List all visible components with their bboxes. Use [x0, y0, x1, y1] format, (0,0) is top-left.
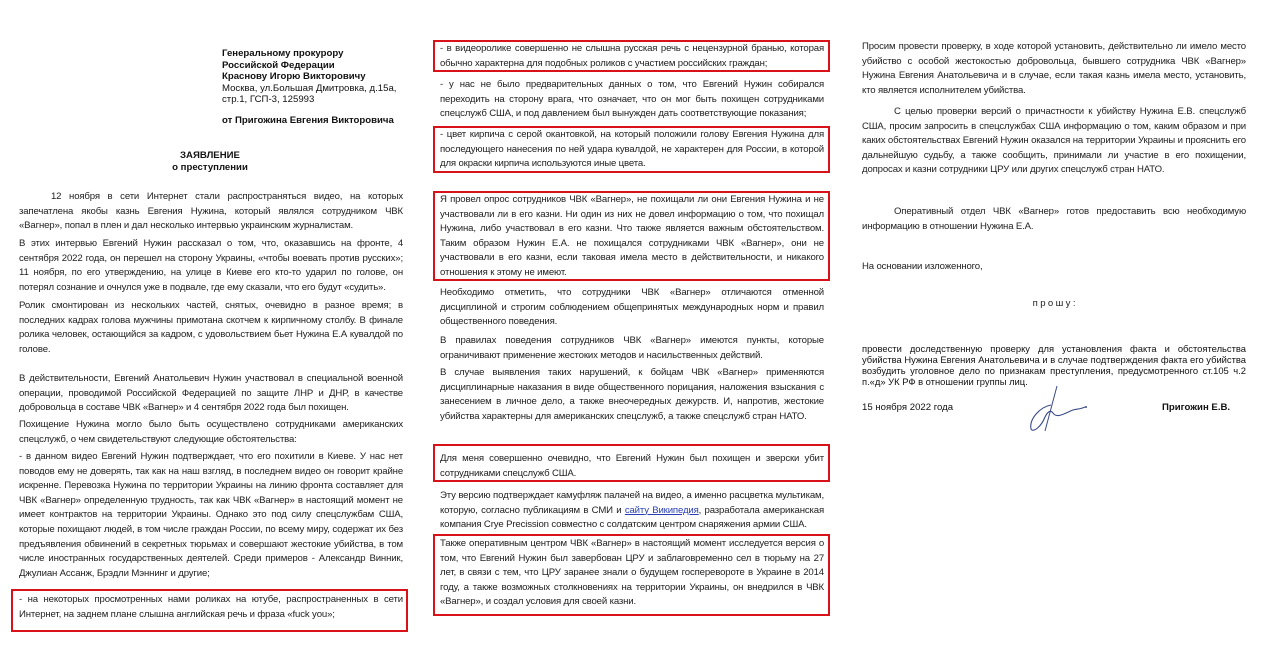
addressee-address: Москва, ул.Большая Дмитровка, д.15а,	[222, 82, 397, 94]
wikipedia-link[interactable]: сайту Википедия	[624, 504, 699, 516]
paragraph: В правилах поведения сотрудников ЧВК «Вагнер» имеются пункты, которые ограничивают применение жестоких методов и насильственных действий.	[440, 335, 824, 361]
highlighted-paragraph: Для меня совершенно очевидно, что Евгений Нужин был похищен и зверски убит сотрудниками спецслужб США.	[440, 453, 824, 479]
paragraph: Необходимо отметить, что сотрудники ЧВК «Вагнер» отличаются отменной дисциплиной и строгим соблюдением общепринятых международных норм и правил общественного поведения.	[440, 287, 824, 328]
paragraph-text: Эту версию подтверждает камуфляж палачей на видео, а именно расцветка мультикам, которую, согласно публикациям в СМИ и	[440, 490, 824, 516]
addressee-block	[222, 48, 422, 126]
paragraph-text: , разработала американская компания Crye Precission совместно с солдатским центром снаряжения армии США.	[440, 504, 824, 531]
addressee-line: Генеральному прокурору	[222, 48, 344, 59]
title-text: ЗАЯВЛЕНИЕ	[180, 150, 240, 161]
highlighted-paragraph: - цвет кирпича с серой окантовкой, на который положили голову Евгения Нужина для последующего нанесения по ней удара кувалдой, не характерен для России, в которой для окраски кирпича используются иные цвета.	[440, 129, 824, 170]
paragraph: Похищение Нужина могло было быть осуществлено сотрудниками американских спецслужб, о чем свидетельствуют следующие обстоятельства:	[19, 419, 403, 445]
paragraph: - в данном видео Евгений Нужин подтверждает, что его похитили в Киеве. У нас нет поводов ему не доверять, так как на наш взгляд, в последнем видео он говорит крайне искренне. Перевозка Нужина по территории Украины на линию фронта составляет для ЧВК «Вагнер» определенную трудность, так как ЧВК «Вагнер» в настоящий момент не имеет контрактов на территории Украины. Однако это под силу спецслужбам США, которые похищают людей, в том числе граждан России, по всему миру, содержат их без предъявления обвинений в секретных тюрьмах и совершают жестокие убийства, в том числе иностранных государственных деятелей. Среди примеров - Александр Винник, Джулиан Ассанж, Брэдли Мэннинг и другие;	[19, 451, 403, 579]
subtitle-text: о преступлении	[172, 161, 248, 173]
paragraph: Оперативный отдел ЧВК «Вагнер» готов предоставить всю необходимую информацию в отношении Нужина Е.А.	[862, 206, 1246, 232]
paragraph	[440, 489, 824, 533]
paragraph: С целью проверки версий о причастности к убийству Нужина Е.В. спецслужб США, просим запросить в спецслужбах США информацию о том, каким образом и при каких обстоятельствах Евгений Нужин оказался на территории Украины и прояснить его дальнейшую судьбу, а также сообщить, принимали ли участие в его похищении, допросах и казни сотрудники ЦРУ или других спецслужб стран НАТО.	[862, 106, 1246, 176]
highlighted-paragraph: Я провел опрос сотрудников ЧВК «Вагнер», не похищали ли они Евгения Нужина и не участвовали ли в его казни. Ни один из них не довел информацию о том, что похищал Нужина, либо участвовал в его казни. Что также является важным обстоятельством. Таким образом Нужин Е.А. не похищался сотрудниками ЧВК «Вагнер», они не участвовали в его казни, если таковая имела место в действительности, и никакого отношения к этому не имеют.	[440, 194, 824, 278]
paragraph: В случае выявления таких нарушений, к бойцам ЧВК «Вагнер» применяются дисциплинарные наказания в виде общественного порицания, наложения взыскания с занесением в личное дело, а также внеочередных дежурств. И, напротив, жестокие убийства характерны для американских спецслужб, а также спецслужб стран НАТО.	[440, 367, 824, 422]
paragraph: 12 ноября в сети Интернет стали распространяться видео, на которых запечатлена якобы казнь Евгения Нужина, который являлся сотрудником ЧВК «Вагнер», попал в плен и дал несколько интервью украинским журналистам.	[19, 191, 403, 232]
document-date: 15 ноября 2022 года	[862, 402, 954, 413]
highlighted-paragraph: Также оперативным центром ЧВК «Вагнер» в настоящий момент исследуется версия о том, что Евгений Нужин был завербован ЦРУ и заблаговременно сел в тюрьму на 27 лет, в связи с тем, что ЦРУ заранее знали о будущем госперевороте в Украине в 2014 году, а также возможных столкновениях на территории Украины, он внедрился в ЧВК «Вагнер», и создал условия для своей казни.	[440, 538, 824, 608]
paragraph: В действительности, Евгений Анатольевич Нужин участвовал в специальной военной операции, проводимой Российской Федерацией по защите ЛНР и ДНР, в качестве добровольца в составе ЧВК «Вагнер» и 4 сентября 2022 года был похищен.	[19, 373, 403, 414]
document-page-2	[425, 0, 845, 649]
paragraph: Просим провести проверку, в ходе которой установить, действительно ли имело место убийство с особой жестокостью добровольца, бывшего сотрудника ЧВК «Вагнер» Нужина Евгения Анатольевича и в случае, если такая казнь имела место, установить, кто является исполнителем убийства.	[862, 41, 1246, 96]
paragraph: Ролик смонтирован из нескольких частей, снятых, очевидно в разное время; в последних кадрах голова мужчины примотана скотчем к кирпичному столбу. В финале ролика человек, остающийся за кадром, с удовольствием бьет Нужина Е.А кувалдой по голове.	[19, 300, 403, 355]
highlighted-paragraph: - на некоторых просмотренных нами роликах на ютубе, распространенных в сети Интернет, на заднем плане слышна английская речь и фраза «fuck you»;	[19, 594, 403, 620]
sender-line: от Пригожина Евгения Викторовича	[222, 114, 394, 126]
paragraph: - у нас не было предварительных данных о том, что Евгений Нужин собирался переходить на сторону врага, что означает, что он мог быть похищен сотрудниками спецслужб США, и под давлением был вынужден дать соответствующие показания;	[440, 79, 824, 120]
document-page-1	[0, 0, 420, 649]
addressee-line: Российской Федерации	[222, 59, 335, 71]
signature-name: Пригожин Е.В.	[1162, 402, 1231, 413]
signature-image	[1015, 383, 1095, 435]
document-title	[0, 150, 420, 173]
addressee-address: стр.1, ГСП-3, 125993	[222, 94, 315, 105]
paragraph: В этих интервью Евгений Нужин рассказал о том, что, оказавшись на фронте, 4 сентября 2022 года, он перешел на сторону Украины, «чтобы воевать против русских»; 11 ноября, по его утверждению, на улице в Киеве его кто-то ударил по голове, он потерял сознание и очнулся уже в подвале, где ему сказали, что его будут «судить».	[19, 238, 403, 293]
request-heading: п р о ш у :	[1032, 298, 1076, 309]
highlighted-paragraph: - в видеоролике совершенно не слышна русская речь с нецензурной бранью, которая обычно характерна для подобных роликов с участием российских граждан;	[440, 43, 824, 69]
paragraph: На основании изложенного,	[862, 261, 983, 272]
request-text: провести доследственную проверку для установления факта и обстоятельства убийства Нужина Евгения Анатольевича и в случае подтверждения факта его убийства возбудить уголовное дело по признакам преступления, предусмотренного ст.105 ч.2 п.«д» УК РФ в отношении группы лиц.	[862, 343, 1246, 387]
addressee-line: Краснову Игорю Викторовичу	[222, 71, 366, 82]
document-page-3	[850, 0, 1280, 649]
